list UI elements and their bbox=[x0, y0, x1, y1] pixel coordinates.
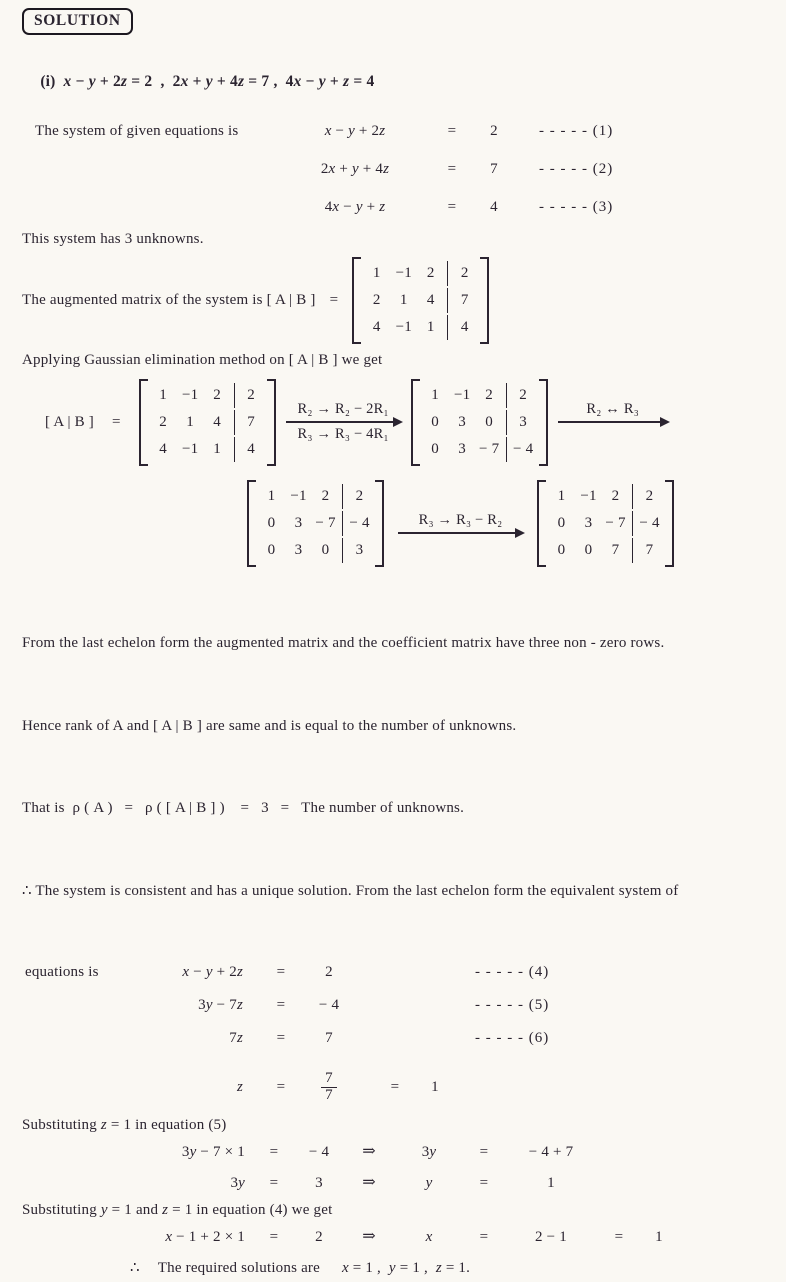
equals-sign: = bbox=[276, 1078, 286, 1095]
matrix-cell: 1 bbox=[426, 318, 435, 335]
matrix-body bbox=[256, 480, 375, 567]
equals-sign: = bbox=[479, 1175, 489, 1191]
matrix-cell: 1 bbox=[267, 487, 276, 504]
row-op-label-top: R₂ → R₂ − 2R₁ bbox=[297, 401, 389, 417]
matrix-cell: 1 bbox=[431, 386, 439, 403]
matrix-divider bbox=[342, 484, 343, 509]
matrix-cell: −1 bbox=[395, 264, 412, 281]
ab-matrix-label: [ A | B ] bbox=[45, 413, 94, 430]
matrix-cell: −1 bbox=[395, 318, 412, 335]
matrix-cell: −1 bbox=[290, 487, 307, 504]
row-swap-label: R₂ ↔ R₃ bbox=[586, 401, 639, 417]
right-arrow-icon bbox=[398, 532, 523, 534]
matrix-cell: 0 bbox=[431, 440, 439, 457]
matrix-cell: 3 bbox=[458, 440, 466, 457]
matrix-divider bbox=[234, 437, 235, 462]
row-operation-arrow-2 bbox=[398, 512, 523, 534]
matrix-cell: 2 bbox=[247, 386, 255, 403]
solution-heading-label: SOLUTION bbox=[34, 12, 121, 29]
matrix-cell: 3 bbox=[294, 514, 303, 531]
elimination-step-2 bbox=[247, 477, 786, 569]
matrix-row bbox=[150, 382, 265, 409]
matrix-cell: 4 bbox=[247, 440, 255, 457]
matrix-divider bbox=[506, 437, 507, 462]
matrix-cell: −1 bbox=[453, 386, 471, 403]
equation-row-3 bbox=[0, 199, 786, 221]
equation-lhs: x − y + 2z bbox=[324, 123, 386, 139]
left-bracket bbox=[139, 379, 148, 466]
matrix-cell: 4 bbox=[426, 291, 435, 308]
equals-sign: = bbox=[111, 413, 121, 430]
matrix-cell: − 4 bbox=[349, 514, 370, 531]
equation-number-tag: - - - - - (2) bbox=[539, 161, 614, 177]
calc-value: − 4 bbox=[308, 1144, 330, 1160]
matrix-cell: 0 bbox=[321, 541, 330, 558]
x-value: 1 bbox=[655, 1229, 663, 1245]
matrix-divider bbox=[447, 261, 448, 286]
matrix-row bbox=[548, 510, 663, 537]
calc-lhs2: y bbox=[425, 1175, 433, 1191]
equals-sign: = bbox=[276, 997, 286, 1013]
row-op-label-bottom: R₃ → R₃ − 4R₁ bbox=[297, 426, 389, 442]
matrix-cell: 3 bbox=[458, 413, 466, 430]
matrix-divider bbox=[234, 383, 235, 408]
matrix-divider bbox=[342, 538, 343, 563]
paragraph-line-3: That is ρ ( A ) = ρ ( [ A | B ] ) = 3 = The number of unknowns. bbox=[22, 800, 465, 816]
matrix-divider bbox=[447, 288, 448, 313]
matrix-cell: 4 bbox=[159, 440, 167, 457]
augmented-matrix-line bbox=[22, 256, 786, 344]
matrix-row bbox=[548, 537, 663, 564]
matrix-echelon bbox=[537, 480, 674, 567]
calc-rhs: 2 − 1 bbox=[535, 1229, 567, 1245]
fraction-numerator: 7 bbox=[325, 1069, 333, 1086]
matrix-divider bbox=[447, 315, 448, 340]
equivalent-system-block bbox=[0, 964, 786, 1109]
matrix-cell: 7 bbox=[247, 413, 255, 430]
matrix-cell: 2 bbox=[485, 386, 493, 403]
matrix-cell: 7 bbox=[460, 291, 469, 308]
matrix-cell: 3 bbox=[355, 541, 364, 558]
matrix-cell: 2 bbox=[611, 487, 620, 504]
calc-lhs: 3y − 7 × 1 bbox=[181, 1144, 245, 1160]
matrix-cell: 2 bbox=[321, 487, 330, 504]
equation-lhs: x − y + 2z bbox=[182, 964, 243, 980]
elimination-step-1 bbox=[45, 375, 786, 469]
matrix-cell: 0 bbox=[267, 541, 276, 558]
unknowns-count-line: This system has 3 unknowns. bbox=[22, 231, 204, 247]
matrix-divider bbox=[506, 410, 507, 435]
equals-sign: = bbox=[447, 161, 457, 177]
matrix-divider bbox=[632, 511, 633, 536]
conclusion-line bbox=[0, 1258, 786, 1282]
equation-rhs: 2 bbox=[325, 964, 333, 980]
equation-row-2 bbox=[0, 161, 786, 183]
matrix-cell: 4 bbox=[372, 318, 381, 335]
equals-sign: = bbox=[269, 1229, 279, 1245]
matrix-cell: 1 bbox=[186, 413, 194, 430]
right-arrow-icon bbox=[286, 421, 401, 423]
matrix-cell: 1 bbox=[399, 291, 408, 308]
equation-lhs: 7z bbox=[229, 1030, 243, 1046]
rank-explanation-paragraph bbox=[22, 575, 786, 960]
implies-icon: ⇒ bbox=[362, 1174, 376, 1191]
matrix-cell: −1 bbox=[181, 440, 199, 457]
solution-heading-box bbox=[22, 8, 133, 35]
equals-sign: = bbox=[614, 1229, 624, 1245]
matrix-cell: − 7 bbox=[605, 514, 626, 531]
matrix-cell: 0 bbox=[584, 541, 593, 558]
equation-row-5 bbox=[0, 997, 786, 1019]
matrix-cell: 3 bbox=[519, 413, 527, 430]
paragraph-line-2: Hence rank of A and [ A | B ] are same and is equal to the number of unknowns. bbox=[22, 717, 517, 734]
matrix-cell: 3 bbox=[294, 541, 303, 558]
problem-equations: x − y + 2z = 2 , 2x + y + 4z = 7 , 4x − y + z = 4 bbox=[63, 73, 375, 90]
calc-lhs2: 3y bbox=[421, 1144, 437, 1160]
equation-rhs: 2 bbox=[490, 123, 498, 139]
right-bracket bbox=[665, 480, 674, 567]
matrix-cell: 3 bbox=[584, 514, 593, 531]
given-system-block bbox=[0, 123, 786, 221]
paragraph-line-1: From the last echelon form the augmented matrix and the coefficient matrix have three non - zero rows. bbox=[22, 635, 665, 651]
equation-number-tag: - - - - - (5) bbox=[475, 997, 550, 1013]
matrix-cell: 4 bbox=[213, 413, 221, 430]
matrix-cell: 0 bbox=[485, 413, 493, 430]
matrix-cell: 2 bbox=[426, 264, 435, 281]
equiv-intro-text: equations is bbox=[25, 964, 99, 980]
matrix-body bbox=[546, 480, 665, 567]
system-intro-text: The system of given equations is bbox=[35, 123, 239, 139]
matrix-cell: 0 bbox=[557, 514, 566, 531]
equation-row-4 bbox=[0, 964, 786, 986]
paragraph-line-4: ∴ The system is consistent and has a unique solution. From the last echelon form the equivalent system of bbox=[22, 882, 679, 899]
fraction-denominator: 7 bbox=[321, 1087, 337, 1104]
matrix-divider bbox=[342, 511, 343, 536]
matrix-row bbox=[258, 483, 373, 510]
equation-row-6 bbox=[0, 1030, 786, 1052]
matrix-cell: − 7 bbox=[479, 440, 500, 457]
matrix-row bbox=[422, 409, 537, 436]
implies-icon: ⇒ bbox=[362, 1228, 376, 1245]
equation-number-tag: - - - - - (3) bbox=[539, 199, 614, 215]
gaussian-method-line: Applying Gaussian elimination method on [ A | B ] we get bbox=[22, 352, 383, 368]
matrix-row bbox=[422, 436, 537, 463]
equals-sign: = bbox=[269, 1144, 279, 1160]
matrix-cell: − 7 bbox=[315, 514, 336, 531]
matrix-cell: 0 bbox=[431, 413, 439, 430]
matrix-step-2 bbox=[247, 480, 384, 567]
z-solution-row bbox=[0, 1065, 786, 1109]
z-value: 1 bbox=[431, 1078, 439, 1095]
matrix-cell: 2 bbox=[159, 413, 167, 430]
equals-sign: = bbox=[276, 964, 286, 980]
matrix-cell: 2 bbox=[213, 386, 221, 403]
y-calculation-row-1 bbox=[0, 1141, 786, 1165]
row-op-label-top: R₃ → R₃ − R₂ bbox=[418, 512, 503, 528]
row-swap-arrow bbox=[558, 401, 668, 423]
substitute-z-line: Substituting z = 1 in equation (5) bbox=[22, 1117, 227, 1133]
equation-lhs: 4x − y + z bbox=[324, 199, 386, 215]
matrix-row bbox=[548, 483, 663, 510]
equation-rhs: 7 bbox=[490, 161, 498, 177]
equation-number-tag: - - - - - (4) bbox=[475, 964, 550, 980]
matrix-cell: 1 bbox=[159, 386, 167, 403]
calc-value: 2 bbox=[315, 1229, 323, 1245]
substitute-y-line: Substituting y = 1 and z = 1 in equation (4) we get bbox=[22, 1202, 333, 1218]
left-bracket bbox=[352, 257, 361, 344]
row-operation-arrow-1 bbox=[286, 401, 401, 443]
matrix-cell: 2 bbox=[355, 487, 364, 504]
matrix-row bbox=[363, 314, 478, 341]
conclusion-text: The required solutions are bbox=[157, 1260, 320, 1276]
matrix-step-1 bbox=[411, 379, 548, 466]
problem-statement bbox=[24, 55, 786, 109]
matrix-cell: 2 bbox=[372, 291, 381, 308]
calc-rhs: − 4 + 7 bbox=[528, 1144, 574, 1160]
matrix-cell: 2 bbox=[460, 264, 469, 281]
x-calculation-row bbox=[0, 1226, 786, 1250]
calc-value: 3 bbox=[315, 1175, 323, 1191]
equation-rhs: 4 bbox=[490, 199, 498, 215]
matrix-cell: 1 bbox=[557, 487, 566, 504]
equals-sign: = bbox=[447, 199, 457, 215]
matrix-row bbox=[363, 287, 478, 314]
therefore-icon: ∴ bbox=[130, 1260, 140, 1276]
augmented-intro-text: The augmented matrix of the system is [ A | B ] bbox=[22, 291, 316, 308]
equation-row-1 bbox=[0, 123, 786, 145]
matrix-cell: 0 bbox=[267, 514, 276, 531]
augmented-matrix bbox=[352, 257, 489, 344]
matrix-cell: 7 bbox=[611, 541, 620, 558]
matrix-divider bbox=[632, 538, 633, 563]
equals-sign: = bbox=[269, 1175, 279, 1191]
right-arrow-icon bbox=[558, 421, 668, 423]
right-bracket bbox=[375, 480, 384, 567]
matrix-cell: 4 bbox=[460, 318, 469, 335]
matrix-row bbox=[150, 436, 265, 463]
equation-rhs: 7 bbox=[325, 1030, 333, 1046]
problem-index: (i) bbox=[40, 73, 56, 90]
calc-lhs: 3y bbox=[230, 1175, 245, 1191]
matrix-initial bbox=[139, 379, 276, 466]
calc-lhs: x − 1 + 2 × 1 bbox=[165, 1229, 245, 1245]
matrix-cell: 2 bbox=[519, 386, 527, 403]
left-bracket bbox=[537, 480, 546, 567]
right-bracket bbox=[480, 257, 489, 344]
matrix-row bbox=[363, 260, 478, 287]
z-variable: z bbox=[236, 1078, 243, 1095]
equation-lhs: 3y − 7z bbox=[198, 997, 243, 1013]
matrix-cell: 1 bbox=[372, 264, 381, 281]
matrix-row bbox=[150, 409, 265, 436]
equation-number-tag: - - - - - (1) bbox=[539, 123, 614, 139]
matrix-divider bbox=[632, 484, 633, 509]
matrix-body bbox=[148, 379, 267, 466]
matrix-cell: 2 bbox=[645, 487, 654, 504]
left-bracket bbox=[411, 379, 420, 466]
matrix-cell: 1 bbox=[213, 440, 221, 457]
equals-sign: = bbox=[390, 1078, 400, 1095]
y-calculation-row-2 bbox=[0, 1172, 786, 1196]
matrix-cell: − 4 bbox=[513, 440, 534, 457]
matrix-body bbox=[361, 257, 480, 344]
matrix-cell: − 4 bbox=[639, 514, 660, 531]
equals-sign: = bbox=[276, 1030, 286, 1046]
fraction-seven-sevenths bbox=[301, 1071, 357, 1104]
equals-sign: = bbox=[329, 291, 339, 308]
equation-rhs: − 4 bbox=[318, 997, 340, 1013]
right-bracket bbox=[267, 379, 276, 466]
calc-lhs2: x bbox=[425, 1229, 433, 1245]
equals-sign: = bbox=[479, 1229, 489, 1245]
conclusion-result: x = 1 , y = 1 , z = 1. bbox=[341, 1260, 471, 1276]
matrix-row bbox=[258, 510, 373, 537]
equals-sign: = bbox=[479, 1144, 489, 1160]
right-bracket bbox=[539, 379, 548, 466]
matrix-cell: −1 bbox=[181, 386, 199, 403]
matrix-divider bbox=[234, 410, 235, 435]
equation-lhs: 2x + y + 4z bbox=[320, 161, 390, 177]
left-bracket bbox=[247, 480, 256, 567]
matrix-row bbox=[422, 382, 537, 409]
calc-rhs: 1 bbox=[547, 1175, 555, 1191]
equation-number-tag: - - - - - (6) bbox=[475, 1030, 550, 1046]
equals-sign: = bbox=[447, 123, 457, 139]
matrix-cell: 0 bbox=[557, 541, 566, 558]
matrix-cell: 7 bbox=[645, 541, 654, 558]
matrix-divider bbox=[506, 383, 507, 408]
matrix-row bbox=[258, 537, 373, 564]
matrix-body bbox=[420, 379, 539, 466]
implies-icon: ⇒ bbox=[362, 1143, 376, 1160]
matrix-cell: −1 bbox=[580, 487, 597, 504]
